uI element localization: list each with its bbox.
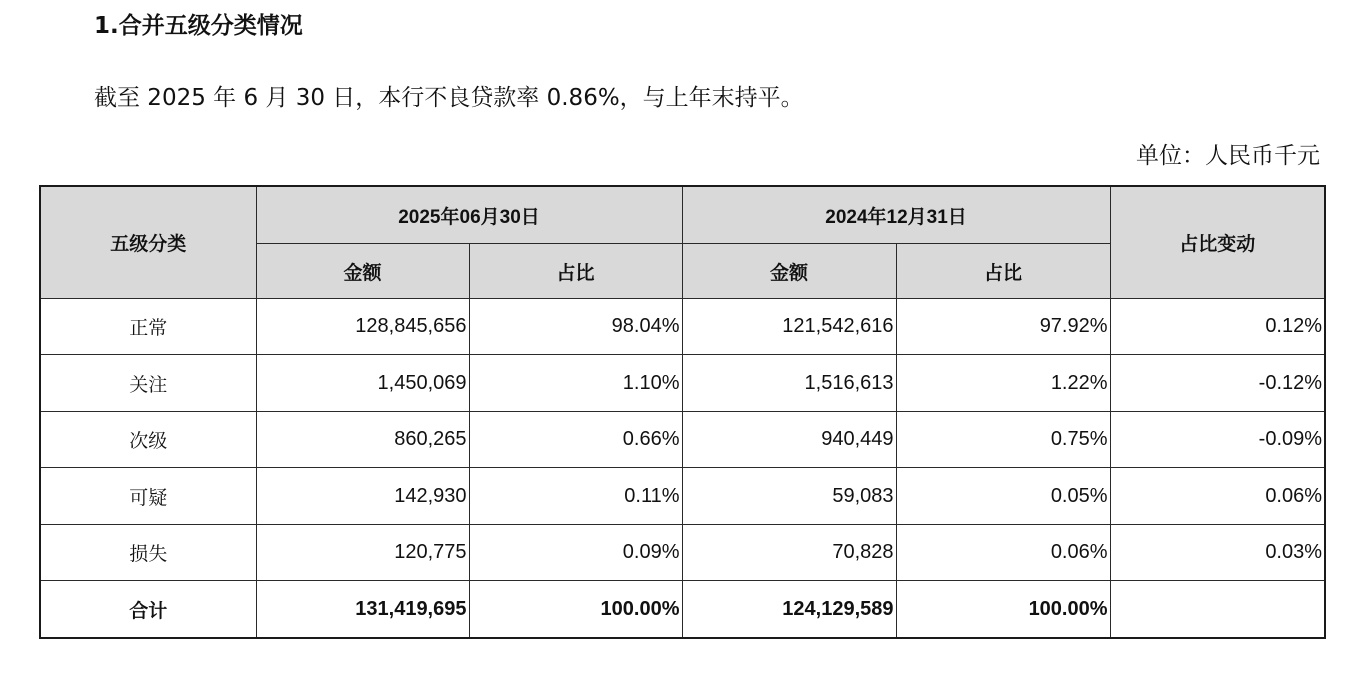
ratio-change: -0.12% — [1110, 355, 1325, 411]
table-row — [40, 411, 1325, 467]
table-body — [40, 299, 1325, 639]
unit-label: 单位：人民币千元 — [1136, 143, 1320, 169]
ratio-2025: 0.66% — [469, 411, 682, 467]
ratio-2025: 0.11% — [469, 468, 682, 524]
amount-2025: 1,450,069 — [256, 355, 469, 411]
header-amount: 金额 — [682, 244, 896, 299]
header-period-2025-06-30: 2025年06月30日 — [256, 186, 682, 244]
ratio-change: 0.06% — [1110, 468, 1325, 524]
ratio-2024: 0.06% — [896, 524, 1110, 580]
row-category: 次级 — [40, 411, 256, 467]
amount-2024: 70,828 — [682, 524, 896, 580]
ratio-change: 0.03% — [1110, 524, 1325, 580]
amount-2025: 142,930 — [256, 468, 469, 524]
ratio-2025: 0.09% — [469, 524, 682, 580]
ratio-2024: 97.92% — [896, 299, 1110, 355]
amount-2025: 860,265 — [256, 411, 469, 467]
amount-2025: 128,845,656 — [256, 299, 469, 355]
amount-2024: 59,083 — [682, 468, 896, 524]
ratio-2024: 1.22% — [896, 355, 1110, 411]
table-total-row — [40, 581, 1325, 638]
total-ratio-2024: 100.00% — [896, 581, 1110, 638]
ratio-2025: 98.04% — [469, 299, 682, 355]
header-ratio-change: 占比变动 — [1110, 186, 1325, 299]
header-ratio: 占比 — [469, 244, 682, 299]
table-row — [40, 524, 1325, 580]
ratio-change: -0.09% — [1110, 411, 1325, 467]
ratio-change: 0.12% — [1110, 299, 1325, 355]
total-ratio-2025: 100.00% — [469, 581, 682, 638]
amount-2025: 120,775 — [256, 524, 469, 580]
amount-2024: 940,449 — [682, 411, 896, 467]
header-ratio: 占比 — [896, 244, 1110, 299]
table-header — [40, 186, 1325, 299]
table-row — [40, 468, 1325, 524]
summary-text: 截至 2025 年 6 月 30 日，本行不良贷款率 0.86%，与上年末持平。 — [94, 85, 804, 111]
row-category: 关注 — [40, 355, 256, 411]
total-amount-2025: 131,419,695 — [256, 581, 469, 638]
section-title: 1.合并五级分类情况 — [94, 13, 303, 39]
ratio-2025: 1.10% — [469, 355, 682, 411]
total-ratio-change — [1110, 581, 1325, 638]
total-label: 合计 — [40, 581, 256, 638]
amount-2024: 121,542,616 — [682, 299, 896, 355]
row-category: 正常 — [40, 299, 256, 355]
table-row — [40, 299, 1325, 355]
ratio-2024: 0.75% — [896, 411, 1110, 467]
table-row — [40, 355, 1325, 411]
amount-2024: 1,516,613 — [682, 355, 896, 411]
header-amount: 金额 — [256, 244, 469, 299]
row-category: 可疑 — [40, 468, 256, 524]
ratio-2024: 0.05% — [896, 468, 1110, 524]
header-category: 五级分类 — [40, 186, 256, 299]
row-category: 损失 — [40, 524, 256, 580]
five-category-table — [39, 185, 1326, 639]
header-period-2024-12-31: 2024年12月31日 — [682, 186, 1110, 244]
total-amount-2024: 124,129,589 — [682, 581, 896, 638]
